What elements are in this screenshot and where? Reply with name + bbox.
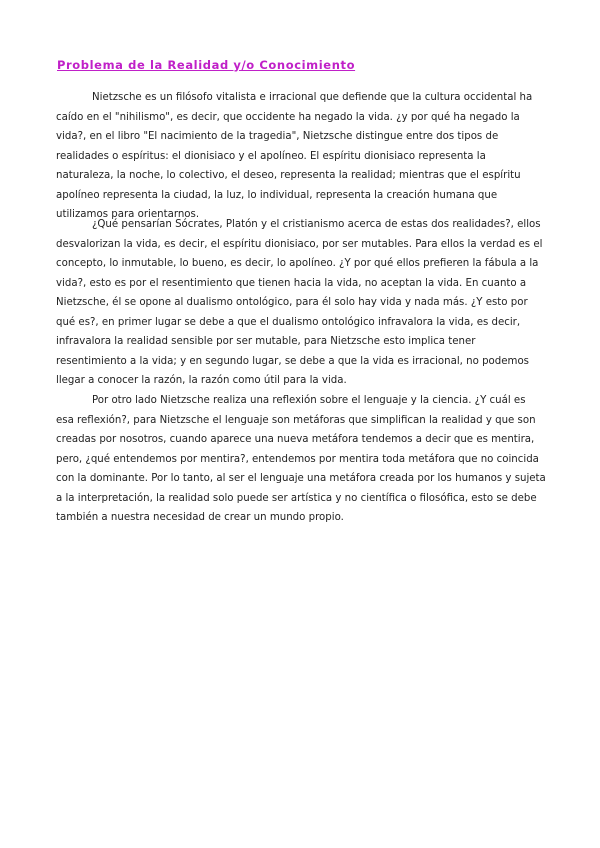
paragraph-lenguaje: Por otro lado Nietzsche realiza una reflexión sobre el lenguaje y la ciencia. ¿Y cuál es esa reflexión?, para Nietzsche el lenguaje son metáforas que simplifican la realidad y que son creadas por nosotros, cuando aparece una nueva metáfora tendemos a decir que es mentira, pero, ¿qué entendemos por mentira?, entendemos por mentira toda metáfora que no coincida con la dominante. Por lo tanto, al ser el lenguaje una metáfora creada por los humanos y sujeta a la interpretación, la realidad solo puede ser artística y no científica o filosófica, esto se debe también a nuestra necesidad de crear un mundo propio. [56,395,546,523]
paragraph-dualismo: ¿Qué pensarían Sócrates, Platón y el cristianismo acerca de estas dos realidades?, ellos desvalorizan la vida, es decir, el espíritu dionisiaco, por ser mutables. Para ellos la verdad es el concepto, lo inmutable, lo bueno, es decir, lo apolíneo. ¿Y por qué ellos prefieren la fábula a la vida?, esto es por el resentimiento que tienen hacia la vida, no aceptan la vida. En cuanto a Nietzsche, él se opone al dualismo ontológico, para él solo hay vida y nada más. ¿Y esto por qué es?, en primer lugar se debe a que el dualismo ontológico infravalora la vida, es decir, infravalora la realidad sensible por ser mutable, para Nietzsche esto implica tener resentimiento a la vida; y en segundo lugar, se debe a que la vida es irracional, no podemos llegar a conocer la razón, la razón como útil para la vida. [56,219,543,386]
document-page [56,0,546,848]
document-title: Problema de la Realidad y/o Conocimiento [57,58,356,72]
paragraph-nihilismo: Nietzsche es un filósofo vitalista e irracional que defiende que la cultura occidental ha caído en el "nihilismo", es decir, que occidente ha negado la vida. ¿y por qué ha negado la vida?, en el libro "El nacimiento de la tragedia", Nietzsche distingue entre dos tipos de realidades o espíritus: el dionisiaco y el apolíneo. El espíritu dionisiaco representa la naturaleza, la noche, lo colectivo, el deseo, representa la realidad; mientras que el espíritu apolíneo representa la ciudad, la luz, lo individual, representa la creación humana que utilizamos para orientarnos. [56,92,533,220]
